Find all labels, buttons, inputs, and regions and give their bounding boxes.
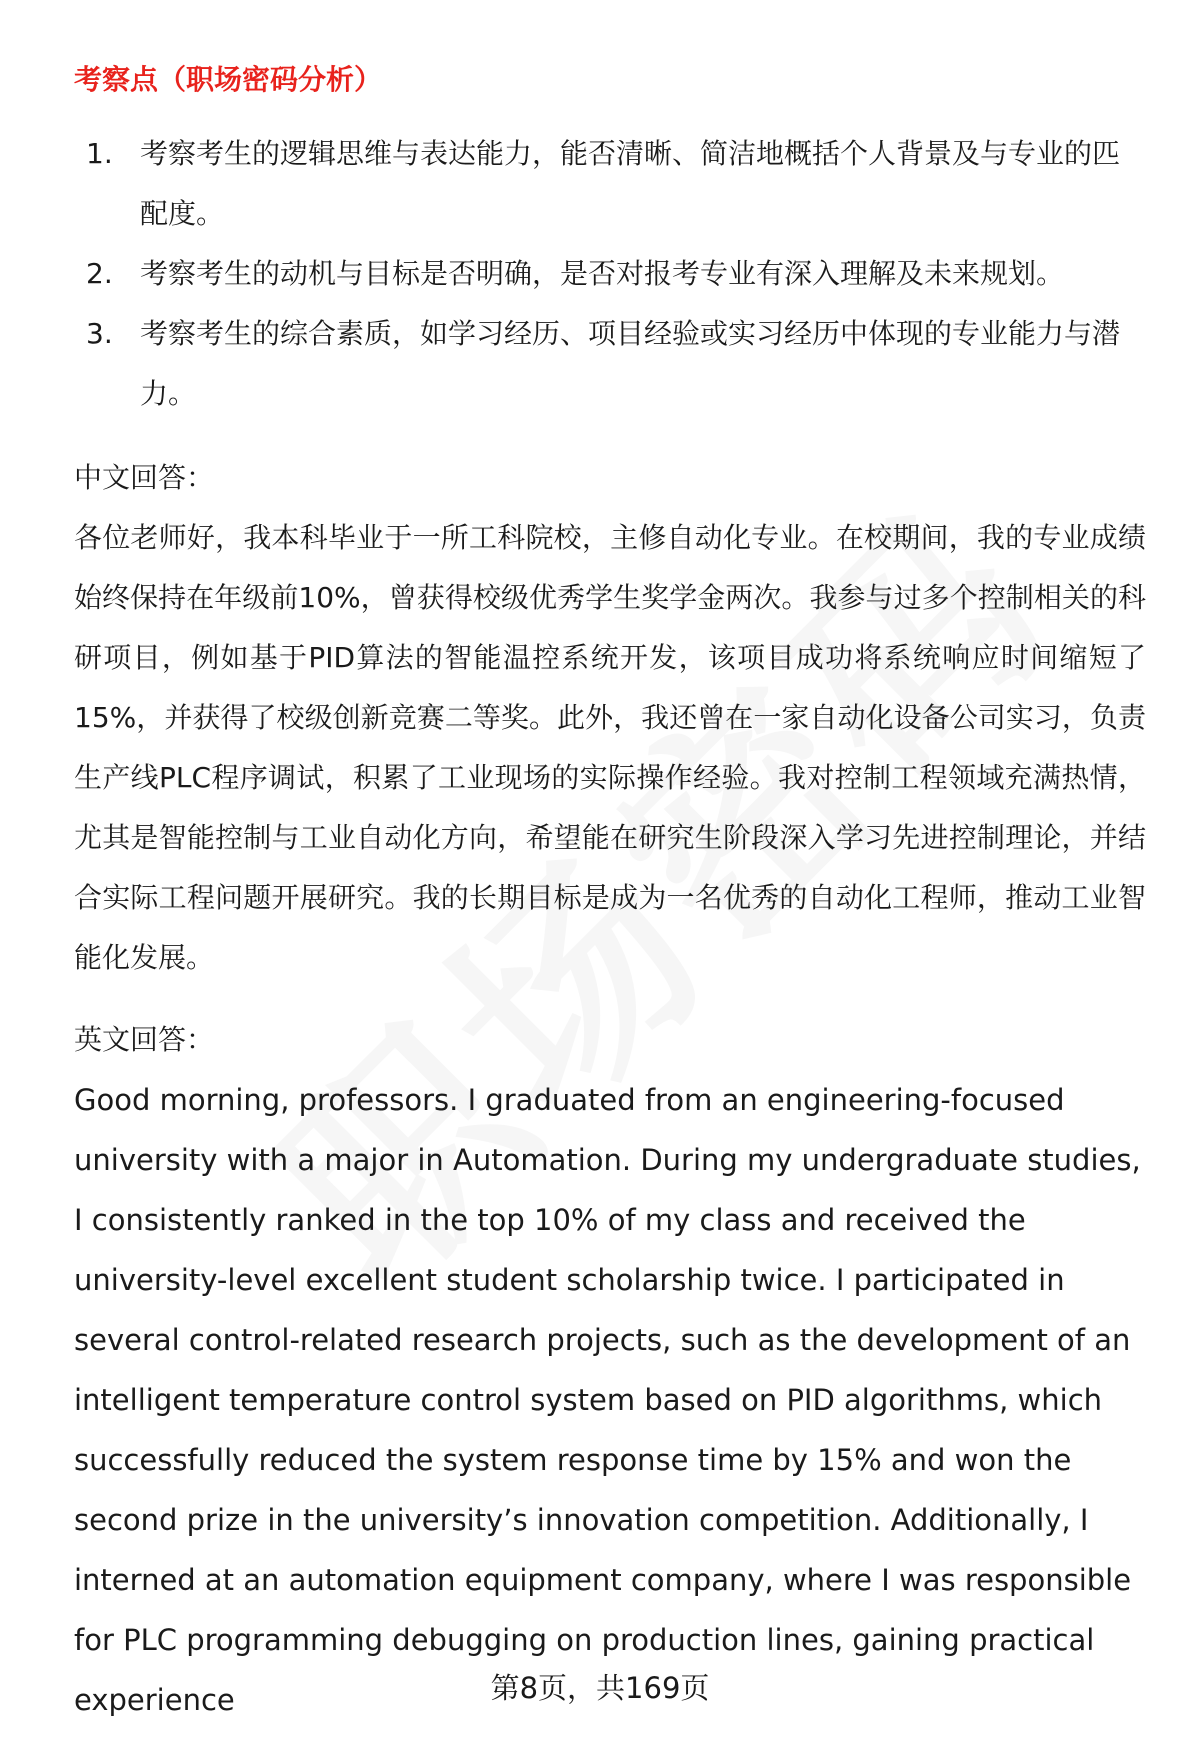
- list-item-text: 考察考生的综合素质，如学习经历、项目经验或实习经历中体现的专业能力与潜力。: [140, 317, 1121, 410]
- list-item: [74, 304, 1146, 424]
- list-item-number: 2.: [86, 257, 113, 290]
- list-item: [74, 244, 1146, 304]
- list-item-number: 1.: [86, 137, 113, 170]
- page-number-footer: 第8页，共169页: [490, 1671, 710, 1705]
- document-page: [74, 56, 1146, 1730]
- list-item-number: 3.: [86, 317, 113, 350]
- section-title: 考察点（职场密码分析）: [74, 63, 383, 96]
- english-answer-text: Good morning, professors. I graduated from an engineering-focused university with a major in Automation. During my undergraduate studies, I consistently ranked in the top 10% of my class and received the university-level excellent student scholarship twice. I participated in several control-related research projects, such as the development of an intelligent temperature control system based on PID algorithms, which successfully reduced the system response time by 15% and won the second prize in the university’s innovation competition. Additionally, I interned at an automation equipment company, where I was responsible for PLC programming debugging on production lines, gaining practical experience: [74, 1083, 1141, 1717]
- chinese-answer-text: 各位老师好，我本科毕业于一所工科院校，主修自动化专业。在校期间，我的专业成绩始终保持在年级前10%，曾获得校级优秀学生奖学金两次。我参与过多个控制相关的科研项目，例如基于PID算法的智能温控系统开发，该项目成功将系统响应时间缩短了15%，并获得了校级创新竞赛二等奖。此外，我还曾在一家自动化设备公司实习，负责生产线PLC程序调试，积累了工业现场的实际操作经验。我对控制工程领域充满热情，尤其是智能控制与工业自动化方向，希望能在研究生阶段深入学习先进控制理论，并结合实际工程问题开展研究。我的长期目标是成为一名优秀的自动化工程师，推动工业智能化发展。: [74, 521, 1146, 974]
- list-item: [74, 124, 1146, 244]
- list-item-text: 考察考生的动机与目标是否明确，是否对报考专业有深入理解及未来规划。: [140, 257, 1065, 290]
- list-item-text: 考察考生的逻辑思维与表达能力，能否清晰、简洁地概括个人背景及与专业的匹配度。: [140, 137, 1121, 230]
- chinese-answer-label: 中文回答：: [74, 461, 215, 494]
- assessment-points-list: [74, 124, 1146, 424]
- english-answer-label: 英文回答：: [74, 1023, 215, 1056]
